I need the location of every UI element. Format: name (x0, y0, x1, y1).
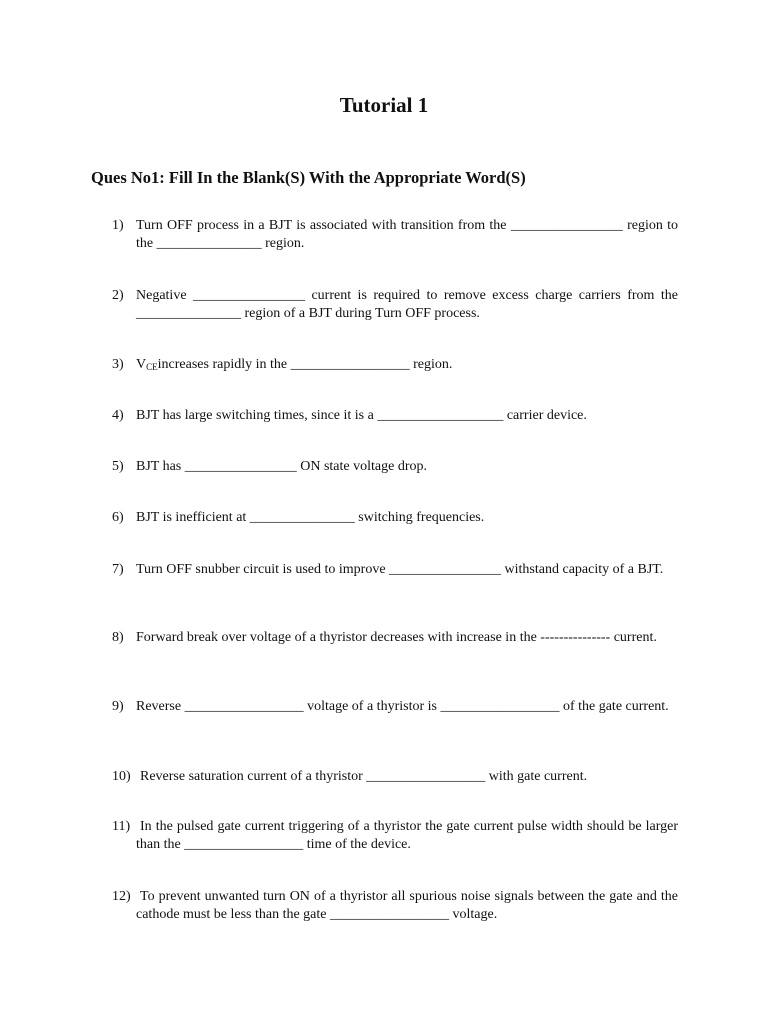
question-10 (112, 768, 678, 786)
question-text: Forward break over voltage of a thyristor decreases with increase in the --------------- current. (136, 630, 657, 645)
question-number: 4) (112, 408, 124, 423)
question-12 (112, 888, 678, 924)
question-number: 2) (112, 288, 124, 303)
question-text: BJT has ________________ ON state voltage drop. (136, 459, 427, 474)
question-text: Turn OFF process in a BJT is associated with transition from the ________________ region to the _______________ region. (136, 218, 678, 251)
question-text-wrap (136, 356, 678, 376)
section-heading: Ques No1: Fill In the Blank(S) With the Appropriate Word(S) (91, 168, 526, 187)
question-number: 8) (112, 630, 124, 645)
question-text: Turn OFF snubber circuit is used to improve ________________ withstand capacity of a BJT. (136, 562, 664, 577)
question-1 (112, 217, 678, 253)
question-number: 1) (112, 218, 124, 233)
question-number: 5) (112, 459, 124, 474)
question-5 (112, 458, 678, 476)
question-11 (112, 818, 678, 854)
question-4 (112, 407, 678, 425)
question-number: 11) (112, 819, 131, 834)
question-3 (112, 356, 678, 376)
page-title: Tutorial 1 (339, 93, 429, 117)
question-text: Negative ________________ current is required to remove excess charge carriers from the _______________ region of a BJT during Turn OFF process. (136, 288, 678, 321)
question-text: BJT is inefficient at _______________ switching frequencies. (136, 510, 485, 525)
symbol-v: V (136, 357, 147, 372)
question-9 (112, 698, 678, 716)
question-6 (112, 509, 678, 527)
question-text: increases rapidly in the _________________ region. (157, 357, 453, 372)
question-number: 3) (112, 357, 124, 372)
question-number: 10) (112, 769, 131, 784)
question-text: BJT has large switching times, since it is a __________________ carrier device. (136, 408, 587, 423)
question-number: 6) (112, 510, 124, 525)
question-8 (112, 629, 678, 647)
question-text: To prevent unwanted turn ON of a thyristor all spurious noise signals between the gate and the cathode must be less than the gate _________________ voltage. (136, 889, 678, 922)
question-text: Reverse saturation current of a thyristor _________________ with gate current. (140, 769, 588, 784)
question-number: 9) (112, 699, 124, 714)
question-number: 12) (112, 889, 131, 904)
symbol-subscript: CE (146, 362, 158, 372)
question-2 (112, 287, 678, 323)
question-text: Reverse _________________ voltage of a thyristor is _________________ of the gate current. (136, 699, 669, 714)
question-7 (112, 561, 678, 579)
question-number: 7) (112, 562, 124, 577)
question-text: In the pulsed gate current triggering of a thyristor the gate current pulse width should be larger than the _________________ time of the device. (136, 819, 678, 852)
